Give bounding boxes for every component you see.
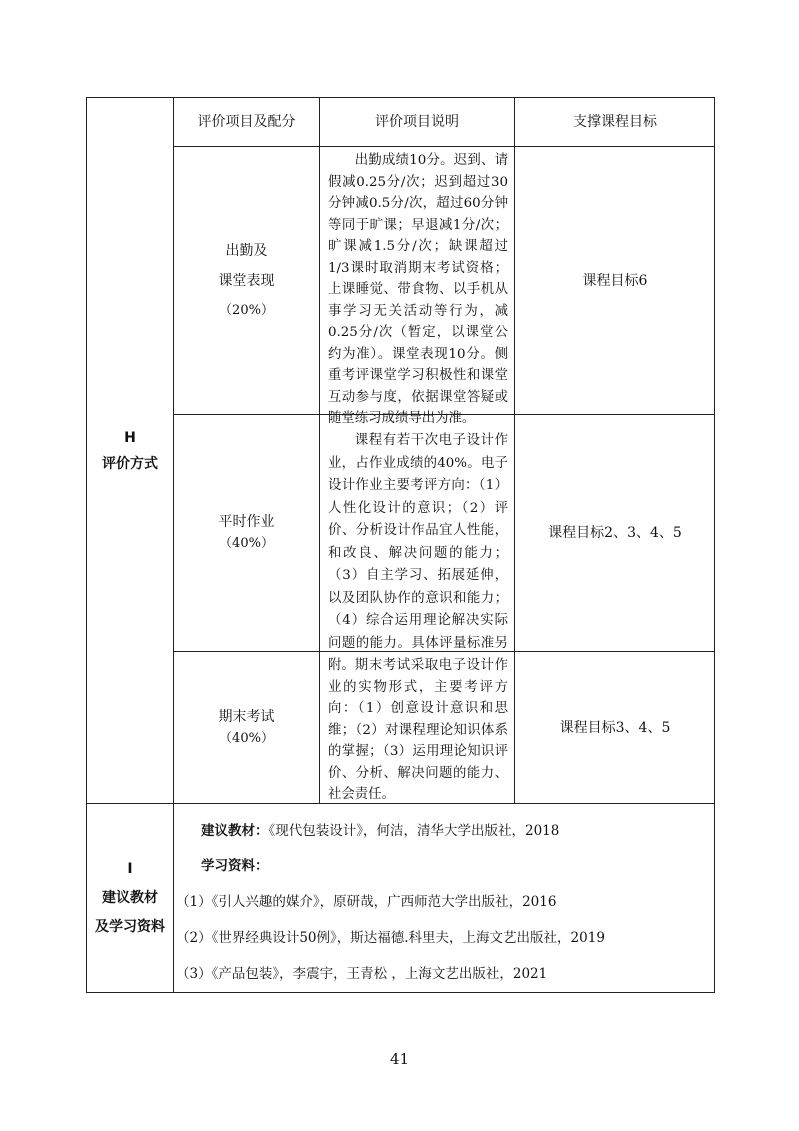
section-i-letter: I [127,861,133,877]
materials-label [201,854,269,874]
row3-desc-text: 期末考试采取电子设计作业的实物形式，主要考评方向：（1）创意设计意识和思维；（2）对课程理论知识体系的掌握；（3）运用理论知识评价、分析、解决问题的能力、社会责任。 [328,658,508,802]
row3-goal: 课程目标3、4、5 [559,719,671,736]
material-item: （1）《引人兴趣的媒介》，原研哉，广西师范大学出版社，2016 [176,894,557,910]
section-i-title-line2: 及学习资料 [95,919,165,935]
section-i-label [87,804,173,993]
header-item: 评价项目及配分 [197,114,296,130]
material-item: （3）《产品包装》，李震宇，王青松 ，上海文艺出版社，2021 [176,966,548,982]
materials-label-text: 学习资料： [201,858,269,874]
row1-desc [320,150,514,426]
row1-item-line: 课堂表现 [218,272,275,289]
section-h-letter: H [124,429,136,446]
section-i-title-line1: 建议教材 [102,890,158,906]
row3-item [174,652,319,803]
row1-desc-text: 出勤成绩10分。迟到、请假减0.25分/次；迟到超过30分钟减0.5分/次，超过60分钟等同于旷课；早退减1分/次；旷课减1.5分/次；缺课超过1/3课时取消期末考试资格；上课睡觉、带食物、以手机从事学习无关活动等行为，减0.25分/次（暂定，以课堂公约为准）。课堂表现10分。侧重考评课堂学习积极性和课堂互动参与度，依据课堂答疑或随堂练习成绩导出为准。 [328,153,508,426]
row2-item [174,415,319,651]
row2-desc-text: 课程有若干次电子设计作业，占作业成绩的40%。电子设计作业主要考评方向：（1）人性化设计的意识；（2）评价、分析设计作品宜人性能，和改良、解决问题的能力；（3）自主学习、拓展延伸，以及团队协作的意识和能力；（4）综合运用理论解决实际问题的能力。具体评量标准另附。 [328,433,508,673]
row1-item-line: 出勤及 [225,242,268,259]
row3-item-line: 期末考试 [218,708,275,725]
row1-item [174,147,319,414]
row2-desc [320,430,514,673]
section-h-title: 评价方式 [102,455,158,472]
row2-item-line: 平时作业 [218,514,275,530]
row2-item-weight: （40%） [219,536,274,551]
section-h-label [87,98,173,803]
header-desc: 评价项目说明 [375,114,459,130]
header-goal: 支撑课程目标 [573,114,657,130]
textbook-line [201,819,559,839]
row3-desc [320,655,514,803]
material-item: （2）《世界经典设计50例》，斯达福德.科里夫，上海文艺出版社，2019 [176,930,605,946]
textbook-label: 建议教材： [201,823,269,839]
textbook-value: 《现代包装设计》，何洁，清华大学出版社，2018 [268,823,560,839]
evaluation-table [86,97,715,993]
row2-goal: 课程目标2、3、4、5 [548,525,682,541]
page-number: 41 [389,1050,410,1068]
row1-goal: 课程目标6 [582,272,648,289]
row1-item-weight: （20%） [219,302,274,318]
row3-item-weight: （40%） [219,730,274,746]
